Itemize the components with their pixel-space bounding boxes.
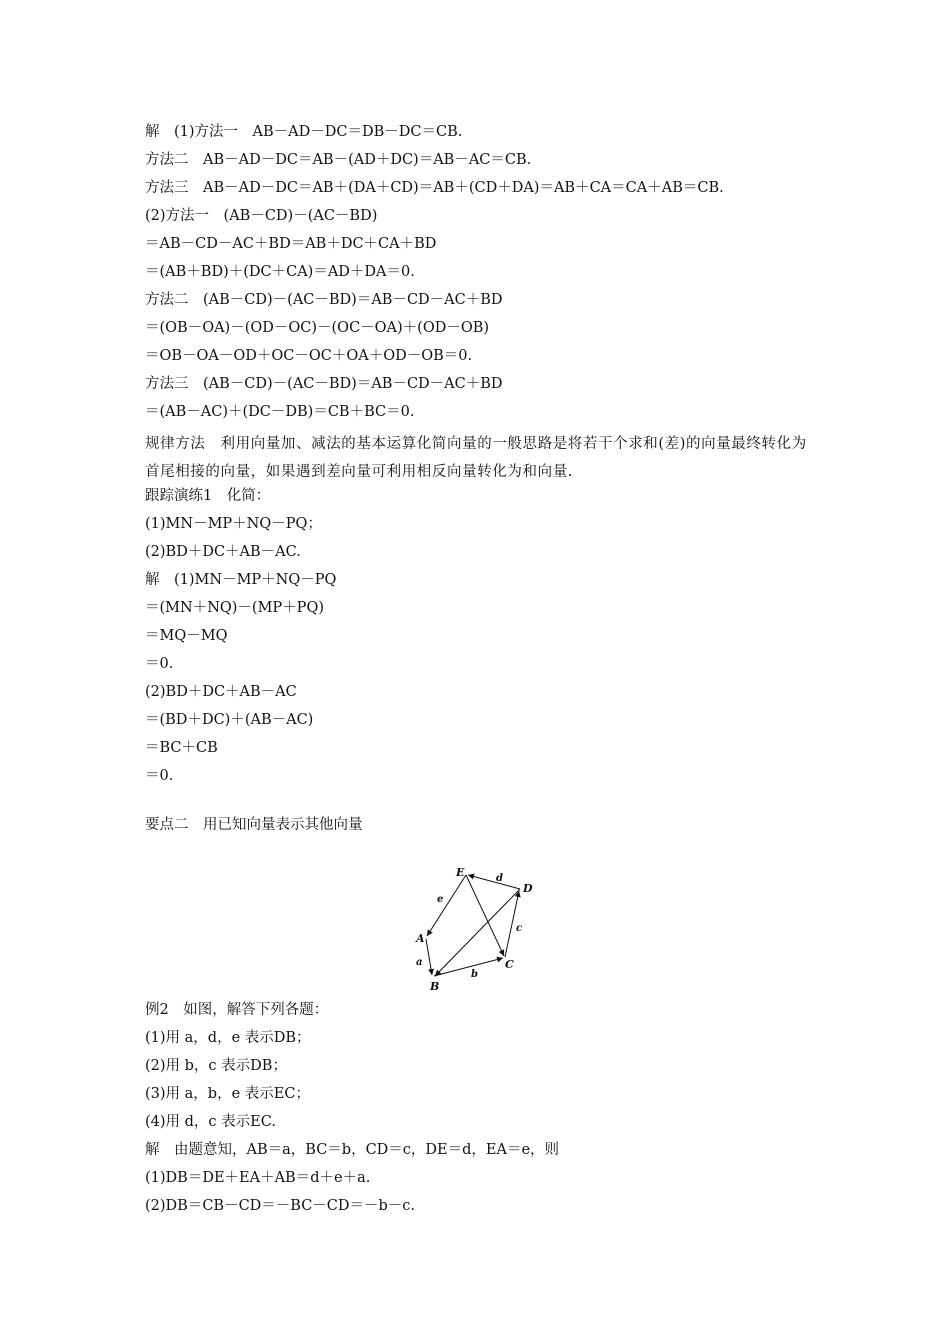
solution-line-9: ＝OB－OA－OD＋OC－OC＋OA＋OD－OB＝0. — [145, 348, 473, 364]
solution-line-10: 方法三 (AB－CD)－(AC－BD)＝AB－CD－AC＋BD — [145, 376, 503, 392]
edge-e-label: e — [437, 894, 444, 905]
solution-line-2: 方法二 AB－AD－DC＝AB－(AD＋DC)＝AB－AC＝CB. — [145, 152, 532, 168]
exercise-line-11: ＝0. — [145, 768, 174, 784]
example-line-1: 例2 如图，解答下列各题： — [145, 1002, 329, 1018]
example-line-6: 解 由题意知，AB＝a，BC＝b，CD＝c，DE＝d，EA＝e，则 — [145, 1142, 560, 1158]
solution-line-5: ＝AB－CD－AC＋BD＝AB＋DC＋CA＋BD — [145, 236, 437, 252]
edge-d — [468, 875, 520, 889]
point-B-label: B — [430, 980, 440, 993]
vector-diagram — [405, 862, 540, 995]
solution-line-11: ＝(AB－AC)＋(DC－DB)＝CB＋BC＝0. — [145, 404, 415, 420]
exercise-line-6: ＝MQ－MQ — [145, 628, 228, 644]
exercise-line-3: (2)BD＋DC＋AB－AC. — [145, 544, 301, 560]
solution-line-7: 方法二 (AB－CD)－(AC－BD)＝AB－CD－AC＋BD — [145, 292, 503, 308]
exercise-line-4: 解 (1)MN－MP＋NQ－PQ — [145, 572, 337, 588]
example-line-8: (2)DB＝CB－CD＝－BC－CD＝－b－c. — [145, 1198, 416, 1214]
point-A-label: A — [416, 932, 425, 945]
exercise-line-2: (1)MN－MP＋NQ－PQ； — [145, 516, 322, 532]
solution-line-4: (2)方法一 (AB－CD)－(AC－BD) — [145, 208, 378, 224]
edge-c-label: c — [516, 923, 523, 934]
example-line-4: (3)用 a，b，e 表示EC； — [145, 1086, 310, 1102]
edge-a-label: a — [416, 957, 423, 968]
edge-e — [427, 875, 466, 936]
example-line-7: (1)DB＝DE＋EA＋AB＝d＋e＋a. — [145, 1170, 371, 1186]
edge-b-label: b — [471, 969, 478, 980]
exercise-line-5: ＝(MN＋NQ)－(MP＋PQ) — [145, 600, 324, 616]
point-E-label: E — [456, 866, 465, 879]
exercise-line-1: 跟踪演练1 化简： — [145, 488, 271, 504]
section-heading: 要点二 用已知向量表示其他向量 — [145, 817, 363, 833]
edge-a — [426, 939, 432, 975]
rule-paragraph: 规律方法 利用向量加、减法的基本运算化简向量的一般思路是将若干个求和(差)的向量最终转化为首尾相接的向量，如果遇到差向量可利用相反向量转化为和向量. — [145, 436, 807, 480]
solution-line-6: ＝(AB＋BD)＋(DC＋CA)＝AD＋DA＝0. — [145, 264, 415, 280]
exercise-line-7: ＝0. — [145, 656, 174, 672]
solution-line-8: ＝(OB－OA)－(OD－OC)－(OC－OA)＋(OD－OB) — [145, 320, 490, 336]
example-line-3: (2)用 b，c 表示DB； — [145, 1058, 287, 1074]
solution-line-1: 解 (1)方法一 AB－AD－DC＝DB－DC＝CB. — [145, 124, 463, 140]
exercise-line-10: ＝BC＋CB — [145, 740, 218, 756]
example-line-2: (1)用 a，d，e 表示DB； — [145, 1030, 311, 1046]
example-line-5: (4)用 d，c 表示EC. — [145, 1114, 276, 1130]
point-D-label: D — [523, 882, 533, 895]
solution-line-3: 方法三 AB－AD－DC＝AB＋(DA＋CD)＝AB＋(CD＋DA)＝AB＋CA＝CA＋AB＝CB. — [145, 180, 724, 196]
exercise-line-9: ＝(BD＋DC)＋(AB－AC) — [145, 712, 314, 728]
exercise-line-8: (2)BD＋DC＋AB－AC — [145, 684, 297, 700]
edge-EC — [466, 875, 504, 956]
edge-d-label: d — [496, 873, 503, 884]
point-C-label: C — [505, 958, 514, 971]
